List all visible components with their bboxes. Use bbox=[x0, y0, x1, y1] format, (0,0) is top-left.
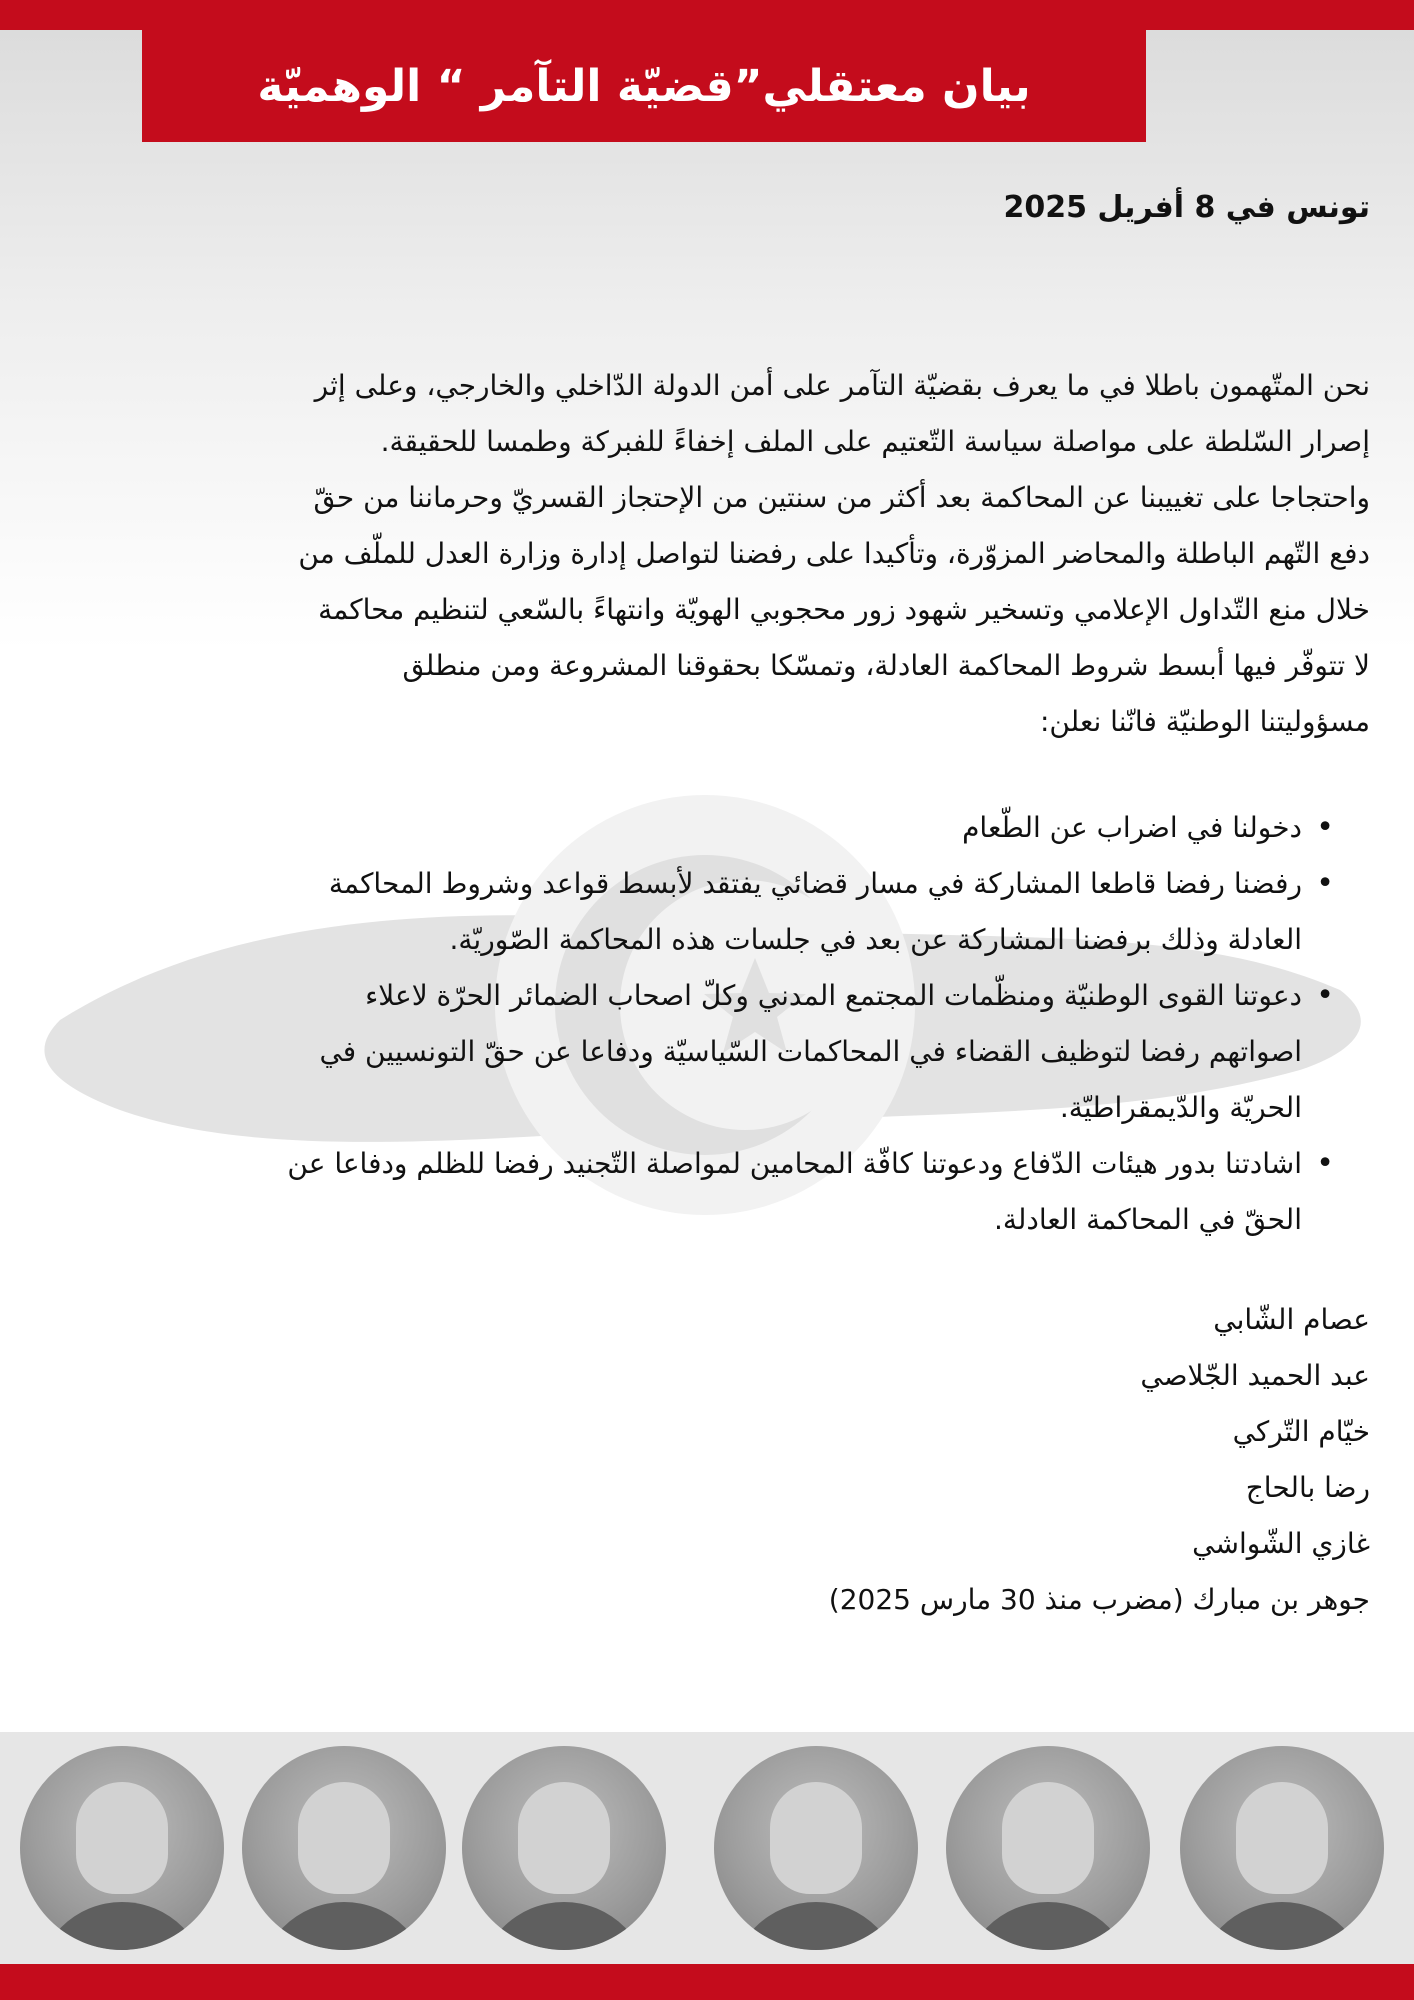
title-banner bbox=[142, 30, 1146, 142]
portrait-photo bbox=[20, 1746, 224, 1950]
intro-line: نحن المتّهمون باطلا في ما يعرف بقضيّة التآمر على أمن الدولة الدّاخلي والخارجي، وعلى إثر bbox=[314, 369, 1370, 402]
signatory-name: رضا بالحاج bbox=[1245, 1471, 1370, 1504]
demand-item-hunger-strike bbox=[40, 800, 1370, 856]
top-accent-bar bbox=[0, 0, 1414, 30]
bottom-accent-bar bbox=[0, 1964, 1414, 2000]
signatories-photo-strip bbox=[0, 1732, 1414, 1964]
signatories-list bbox=[670, 1292, 1370, 1628]
intro-line: إصرار السّلطة على مواصلة سياسة التّعتيم على الملف إخفاءً للفبركة وطمسا للحقيقة. bbox=[380, 425, 1370, 458]
portrait-photo bbox=[714, 1746, 918, 1950]
page-title: بيان معتقلي”قضيّة التآمر “ الوهميّة bbox=[257, 60, 1031, 112]
signatory-name: خيّام التّركي bbox=[1232, 1415, 1370, 1448]
portrait-photo bbox=[946, 1746, 1150, 1950]
intro-line: واحتجاجا على تغييبنا عن المحاكمة بعد أكثر من سنتين من الإحتجاز القسريّ وحرماننا من حقّ bbox=[313, 481, 1370, 514]
demand-line: اصواتهم رفضا لتوظيف القضاء في المحاكمات السّياسيّة ودفاعا عن حقّ التونسيين في bbox=[319, 1035, 1302, 1068]
demand-line: • دعوتنا القوى الوطنيّة ومنظّمات المجتمع المدني وكلّ اصحاب الضمائر الحرّة لاعلاء bbox=[365, 979, 1302, 1012]
demands-list bbox=[40, 800, 1370, 1248]
signatory-name: عصام الشّابي bbox=[1213, 1303, 1370, 1336]
intro-paragraph bbox=[60, 358, 1370, 750]
signatory-name: غازي الشّواشي bbox=[1192, 1527, 1370, 1560]
intro-line: مسؤوليتنا الوطنيّة فانّنا نعلن: bbox=[1039, 705, 1370, 738]
intro-line: دفع التّهم الباطلة والمحاضر المزوّرة، وتأكيدا على رفضنا لتواصل إدارة وزارة العدل للملّف من bbox=[298, 537, 1370, 570]
demand-line: • رفضنا رفضا قاطعا المشاركة في مسار قضائي يفتقد لأبسط قواعد وشروط المحاكمة bbox=[328, 867, 1302, 900]
intro-line: لا تتوفّر فيها أبسط شروط المحاكمة العادلة، وتمسّكا بحقوقنا المشروعة ومن منطلق bbox=[402, 649, 1370, 682]
statement-date: تونس في 8 أفريل 2025 bbox=[1003, 190, 1370, 225]
signatory-name: عبد الحميد الجّلاصي bbox=[1140, 1359, 1370, 1392]
portrait-photo bbox=[1180, 1746, 1384, 1950]
demand-line: • اشادتنا بدور هيئات الدّفاع ودعوتنا كافّة المحامين لمواصلة التّجنيد رفضا للظلم ودفاعا عن bbox=[287, 1147, 1302, 1180]
demand-line: الحريّة والدّيمقراطيّة. bbox=[1059, 1091, 1302, 1124]
demand-line: العادلة وذلك برفضنا المشاركة عن بعد في جلسات هذه المحاكمة الصّوريّة. bbox=[449, 923, 1302, 956]
signatory-name: جوهر بن مبارك (مضرب منذ 30 مارس 2025) bbox=[828, 1583, 1370, 1616]
portrait-photo bbox=[242, 1746, 446, 1950]
demand-item-boycott-trial bbox=[40, 856, 1370, 968]
demand-line: • دخولنا في اضراب عن الطّعام bbox=[962, 811, 1302, 844]
intro-line: خلال منع التّداول الإعلامي وتسخير شهود زور محجوبي الهويّة وانتهاءً بالسّعي لتنظيم محاكمة bbox=[318, 593, 1370, 626]
portrait-photo bbox=[462, 1746, 666, 1950]
demand-item-call-to-action bbox=[40, 968, 1370, 1136]
demand-line: الحقّ في المحاكمة العادلة. bbox=[993, 1203, 1302, 1236]
demand-item-defense-praise bbox=[40, 1136, 1370, 1248]
